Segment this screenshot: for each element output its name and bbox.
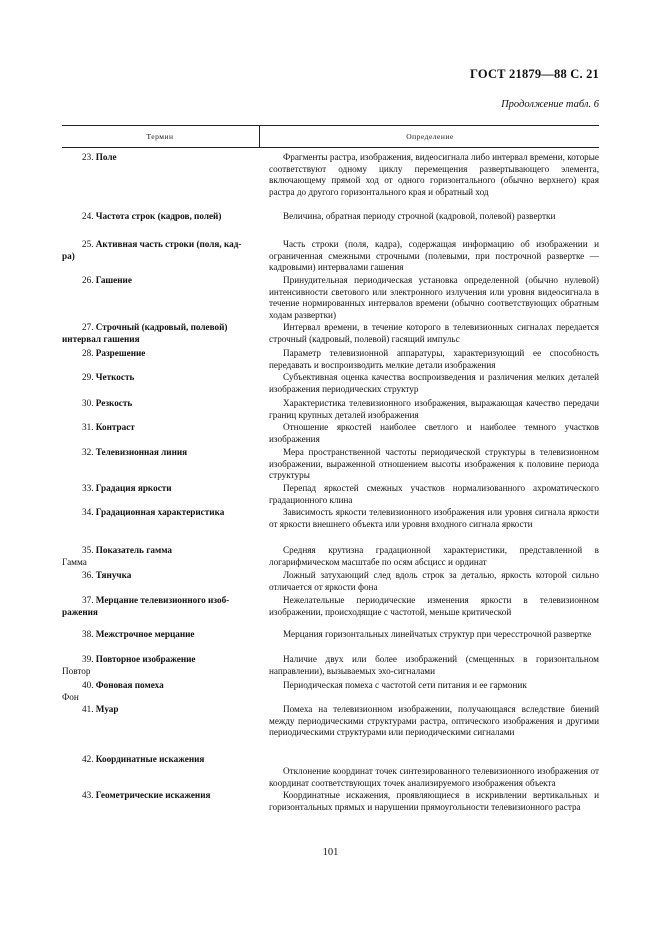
term-line <box>62 447 258 459</box>
term-cell <box>62 348 258 360</box>
term-name: Разрешение <box>95 348 146 358</box>
definition-text: Интервал времени, в течение которого в телевизионных сигналах передается строчный (кадровый, полевой) гасящий импульс <box>269 322 599 344</box>
term-number: 34. <box>82 507 94 517</box>
definition-text: Периодическая помеха с частотой сети питания и ее гармоник <box>283 680 527 690</box>
term-name: Градация яркости <box>95 483 172 493</box>
definition-text: Нежелательные периодические изменения яркости в телевизионном изображении, происходящие с частотой, меньше критической <box>269 595 599 617</box>
definition-text: Мера пространственной частоты периодической структуры в телевизионном изображении, выраженной отношением высоты изображения к половине периода структуры <box>269 447 599 481</box>
term-name: Гашение <box>95 275 132 285</box>
term-line <box>62 704 258 716</box>
definition-cell <box>269 704 599 739</box>
term-number: 33. <box>82 483 94 493</box>
definition-cell <box>269 152 599 198</box>
definition-text: Характеристика телевизионного изображения, выражающая качество передачи границ крупных деталей изображения <box>269 398 599 420</box>
term-number: 24. <box>82 211 94 221</box>
term-name-continued: интервал гашения <box>62 333 140 344</box>
term-cell <box>62 545 258 568</box>
definition-cell <box>269 570 599 593</box>
term-cell <box>62 372 258 384</box>
definition-cell <box>269 211 599 223</box>
definition-cell <box>269 447 599 482</box>
term-name: Мерцание телевизионного изоб- <box>95 595 230 605</box>
definition-text: Принудительная периодическая установка определенной (обычно нулевой) интенсивности светового или электронного излучения или уровня видеосигнала в течение нормированных интервалов времени (обычно соответствующих обратным ходам развертки) <box>269 275 599 320</box>
term-line <box>62 239 258 251</box>
term-number: 31. <box>82 422 94 432</box>
standard-header: ГОСТ 21879—88 С. 21 <box>470 67 599 81</box>
term-cell <box>62 447 258 459</box>
definition-cell <box>269 790 599 813</box>
term-number: 28. <box>82 348 94 358</box>
term-name: Координатные искажения <box>95 754 205 764</box>
definition-text: Перепад яркостей смежных участков нормализованного ахроматического градационного клина <box>269 483 599 505</box>
term-line <box>62 754 258 766</box>
term-number: 25. <box>82 239 94 249</box>
term-cell <box>62 704 258 716</box>
term-line <box>62 790 258 802</box>
term-name: Показатель гамма <box>95 545 173 555</box>
table-continuation-note: Продолжение табл. 6 <box>501 99 599 110</box>
term-name: Строчный (кадровый, полевой) <box>95 322 228 332</box>
term-line <box>62 680 258 692</box>
definition-text: Параметр телевизионной аппаратуры, характеризующий ее способность передавать и воспроизводить мелкие детали изображения <box>269 348 599 370</box>
definition-text: Часть строки (поля, кадра), содержащая информацию об изображении и ограниченная смежными строчными (полевыми, при построчной развертке — кадровыми) интервалами гашения <box>269 239 599 273</box>
term-line <box>62 595 258 607</box>
term-number: 30. <box>82 398 94 408</box>
definition-cell <box>269 372 599 395</box>
term-synonym: Фон <box>62 691 79 702</box>
term-line <box>62 348 258 360</box>
term-name: Повторное изображение <box>95 654 196 664</box>
term-number: 26. <box>82 275 94 285</box>
term-line <box>62 398 258 410</box>
term-line <box>62 483 258 495</box>
definition-cell <box>269 629 599 641</box>
term-number: 38. <box>82 629 94 639</box>
definition-cell <box>269 654 599 677</box>
definition-text: Наличие двух или более изображений (смещенных в горизонтальном направлении), вызываемых эхо-сигналами <box>269 654 599 676</box>
table-header <box>62 125 599 148</box>
term-cell <box>62 211 258 223</box>
definition-cell <box>269 680 599 692</box>
term-number: 43. <box>82 790 94 800</box>
term-number: 36. <box>82 570 94 580</box>
term-line <box>62 422 258 434</box>
column-header-term: Термин <box>146 132 174 141</box>
term-line <box>62 654 258 666</box>
term-synonym: Гамма <box>62 556 87 567</box>
definition-text: Помеха на телевизионном изображении, получающаяся вследствие биений между периодическими структурами растра, оптического изображения и другими периодическими структурами или периодическими сигналами <box>269 704 599 738</box>
term-cell <box>62 322 258 345</box>
term-number: 23. <box>82 152 94 162</box>
definition-cell <box>269 483 599 506</box>
term-name-continued: ражения <box>62 606 98 617</box>
definition-cell <box>269 595 599 618</box>
term-cell <box>62 398 258 410</box>
term-name: Фоновая помеха <box>95 680 164 690</box>
definition-text: Ложный затухающий след вдоль строк за деталью, яркость которой сильно отличается от яркости фона <box>269 570 599 592</box>
definition-text: Фрагменты растра, изображения, видеосигнала либо интервал времени, которые соответствуют одному циклу перемещения развертывающего элемента, включающему прямой ход от одного горизонтального (обычно верхнего) края растра до другого горизонтального края и обратный ход <box>269 152 600 197</box>
term-name: Четкость <box>95 372 135 382</box>
term-line <box>62 629 258 641</box>
term-cell <box>62 483 258 495</box>
term-line <box>62 507 258 519</box>
term-cell <box>62 422 258 434</box>
term-line <box>62 211 258 223</box>
term-name: Тянучка <box>95 570 132 580</box>
term-number: 42. <box>82 754 94 764</box>
term-number: 40. <box>82 680 94 690</box>
term-cell <box>62 790 258 802</box>
definition-cell <box>269 348 599 371</box>
term-name: Частота строк (кадров, полей) <box>95 211 222 221</box>
definition-text: Величина, обратная периоду строчной (кадровой, полевой) развертки <box>283 211 556 221</box>
definition-text: Отклонение координат точек синтезированного телевизионного изображения от координат соответствующих точек анализируемого изображения объекта <box>269 766 599 788</box>
definition-cell <box>269 239 599 274</box>
term-cell <box>62 570 258 582</box>
definition-cell <box>269 422 599 445</box>
definition-text: Зависимость яркости телевизионного изображения или уровня сигнала яркости от яркости внешнего объекта или уровня входного сигнала яркости <box>269 507 599 529</box>
definition-text: Отношение яркостей наиболее светлого и наиболее темного участков изображения <box>269 422 599 444</box>
term-name: Активная часть строки (поля, кад- <box>95 239 242 249</box>
term-cell <box>62 275 258 287</box>
term-name: Поле <box>95 152 117 162</box>
term-name: Телевизионная линия <box>95 447 188 457</box>
page-number: 101 <box>322 847 339 858</box>
term-name: Муар <box>95 704 119 714</box>
term-synonym: Повтор <box>62 665 91 676</box>
term-number: 41. <box>82 704 94 714</box>
definition-cell <box>269 275 599 321</box>
definition-cell <box>269 507 599 530</box>
definition-text: Мерцания горизонтальных линейчатых структур при чересстрочной развертке <box>283 629 592 639</box>
term-line <box>62 570 258 582</box>
term-cell <box>62 507 258 519</box>
term-name: Геометрические искажения <box>95 790 211 800</box>
term-number: 32. <box>82 447 94 457</box>
definition-text: Средняя крутизна градационной характеристики, представленной в логарифмическом масштабе по осям абсцисс и ординат <box>269 545 599 567</box>
definition-cell <box>269 545 599 568</box>
term-cell <box>62 152 258 164</box>
column-header-definition: Определение <box>259 126 600 147</box>
term-number: 27. <box>82 322 94 332</box>
term-name: Градационная характеристика <box>95 507 225 517</box>
definition-text: Субъективная оценка качества воспроизведения и различения мелких деталей изображения периодических структур <box>269 372 599 394</box>
term-cell <box>62 654 258 677</box>
term-cell <box>62 754 258 766</box>
term-line <box>62 275 258 287</box>
term-line <box>62 372 258 384</box>
term-name: Контраст <box>95 422 135 432</box>
definition-text: Координатные искажения, проявляющиеся в искривлении вертикальных и горизонтальных прямых и нарушении прямоугольности телевизионного растра <box>269 790 599 812</box>
term-line <box>62 322 258 334</box>
definition-cell <box>269 766 599 789</box>
term-cell <box>62 629 258 641</box>
term-number: 29. <box>82 372 94 382</box>
definition-cell <box>269 322 599 345</box>
term-cell <box>62 239 258 262</box>
term-name: Межстрочное мерцание <box>95 629 195 639</box>
term-number: 35. <box>82 545 94 555</box>
term-name-continued: ра) <box>62 250 75 261</box>
term-cell <box>62 680 258 703</box>
term-line <box>62 545 258 557</box>
term-cell <box>62 595 258 618</box>
term-number: 37. <box>82 595 94 605</box>
term-name: Резкость <box>95 398 133 408</box>
term-number: 39. <box>82 654 94 664</box>
term-line <box>62 152 258 164</box>
definition-cell <box>269 398 599 421</box>
